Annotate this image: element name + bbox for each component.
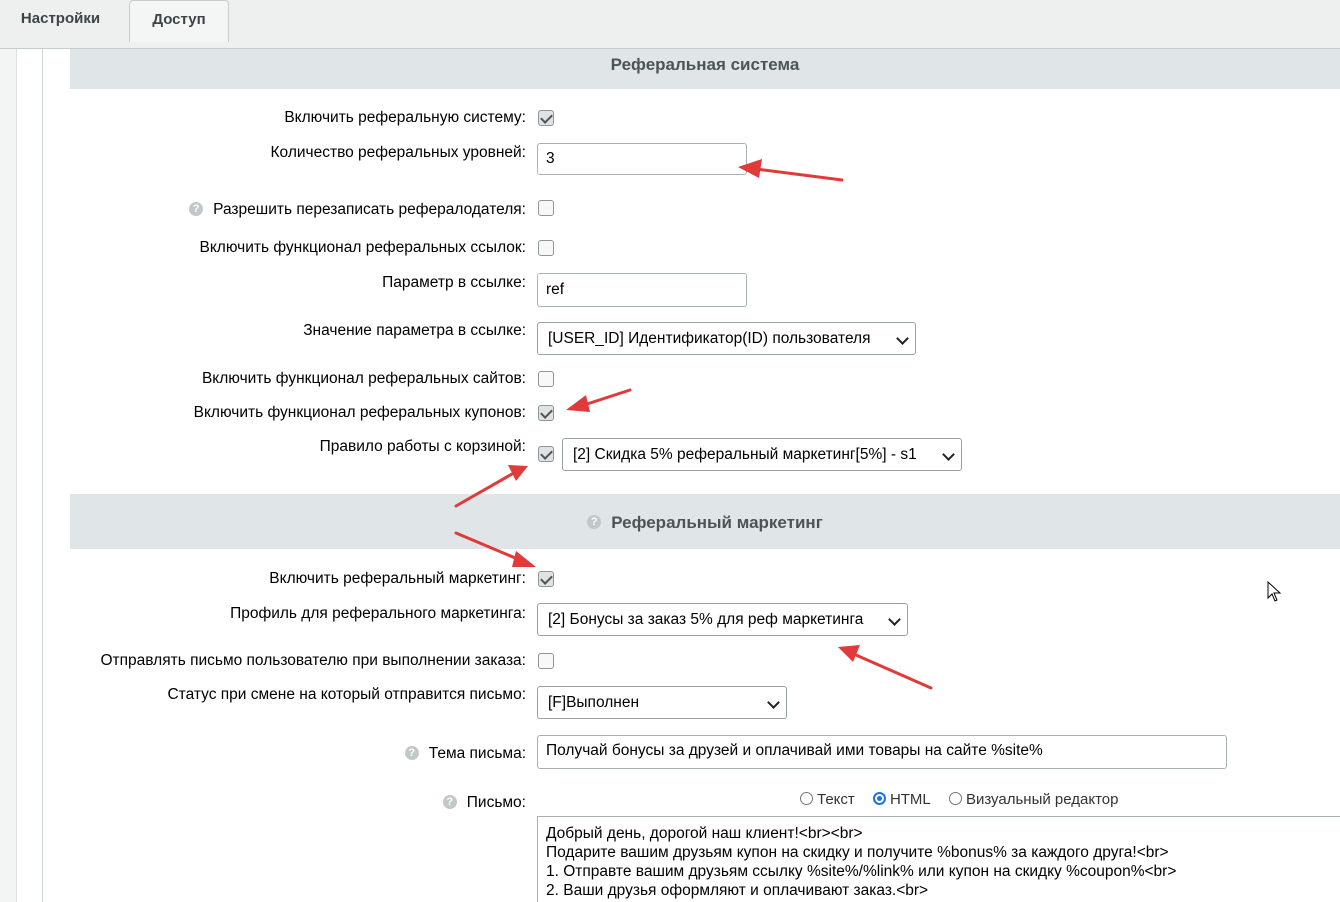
mode-label: Текст: [817, 791, 855, 808]
mouse-cursor-icon: [1267, 581, 1283, 603]
enable-links-label: Включить функционал реферальных ссылок:: [199, 239, 526, 256]
levels-input[interactable]: 3: [537, 143, 747, 175]
enable-coupons-label: Включить функционал реферальных купонов:: [193, 404, 526, 421]
link-param-label: Параметр в ссылке:: [382, 274, 526, 291]
section-title: Реферальная система: [610, 55, 800, 74]
tab-access[interactable]: Доступ: [129, 0, 229, 42]
tab-settings[interactable]: Настройки: [0, 0, 121, 40]
enable-sites-label: Включить функционал реферальных сайтов:: [201, 370, 526, 387]
mode-label: Визуальный редактор: [965, 791, 1119, 808]
levels-label: Количество реферальных уровней:: [270, 144, 526, 161]
link-param-input[interactable]: ref: [537, 273, 747, 307]
arrow-icon: [456, 465, 528, 506]
help-icon[interactable]: ?: [443, 795, 457, 809]
section-title: Реферальный маркетинг: [611, 513, 823, 532]
select-value: [F]Выполнен: [548, 694, 640, 711]
select-value: [2] Бонусы за заказ 5% для реф маркетинга: [548, 611, 864, 628]
cart-rule-label: Правило работы с корзиной:: [319, 438, 526, 455]
mode-label: HTML: [889, 791, 931, 808]
marketing-profile-label: Профиль для реферального маркетинга:: [230, 605, 526, 622]
arrow-icon: [838, 645, 931, 688]
subject-text: Тема письма:: [428, 745, 526, 762]
link-param-value-label: Значение параметра в ссылке:: [303, 322, 526, 339]
enable-system-label: Включить реферальную систему:: [284, 109, 526, 126]
allow-overwrite-text: Разрешить перезаписать рефералодателя:: [213, 201, 526, 218]
letter-body-textarea[interactable]: Добрый день, дорогой наш клиент!<br><br> Подарите вашим друзьям купон на скидку и получите %bonus% за каждого друга!<br> 1. Отправте вашим друзьям ссылку %site%/%link% или купон на скидку %coupon%<br> 2. Ваши друзья оформляют и оплачивают заказ.<br>: [537, 816, 1340, 902]
select-value: [USER_ID] Идентификатор(ID) пользователя: [548, 330, 871, 347]
letter-text: Письмо:: [466, 794, 526, 811]
help-icon[interactable]: ?: [189, 202, 203, 216]
subject-input[interactable]: Получай бонусы за друзей и оплачивай ими товары на сайте %site%: [537, 735, 1227, 769]
help-icon[interactable]: ?: [405, 746, 419, 760]
select-value: [2] Скидка 5% реферальный маркетинг[5%] - s1: [573, 446, 917, 463]
arrow-icon: [566, 390, 630, 412]
status-label: Статус при смене на который отправится письмо:: [167, 686, 526, 703]
enable-marketing-label: Включить реферальный маркетинг:: [269, 570, 526, 587]
arrow-icon: [456, 533, 536, 567]
help-icon[interactable]: ?: [587, 515, 601, 529]
arrow-icon: [738, 159, 842, 180]
send-letter-label: Отправлять письмо пользователю при выполнении заказа:: [100, 652, 526, 669]
